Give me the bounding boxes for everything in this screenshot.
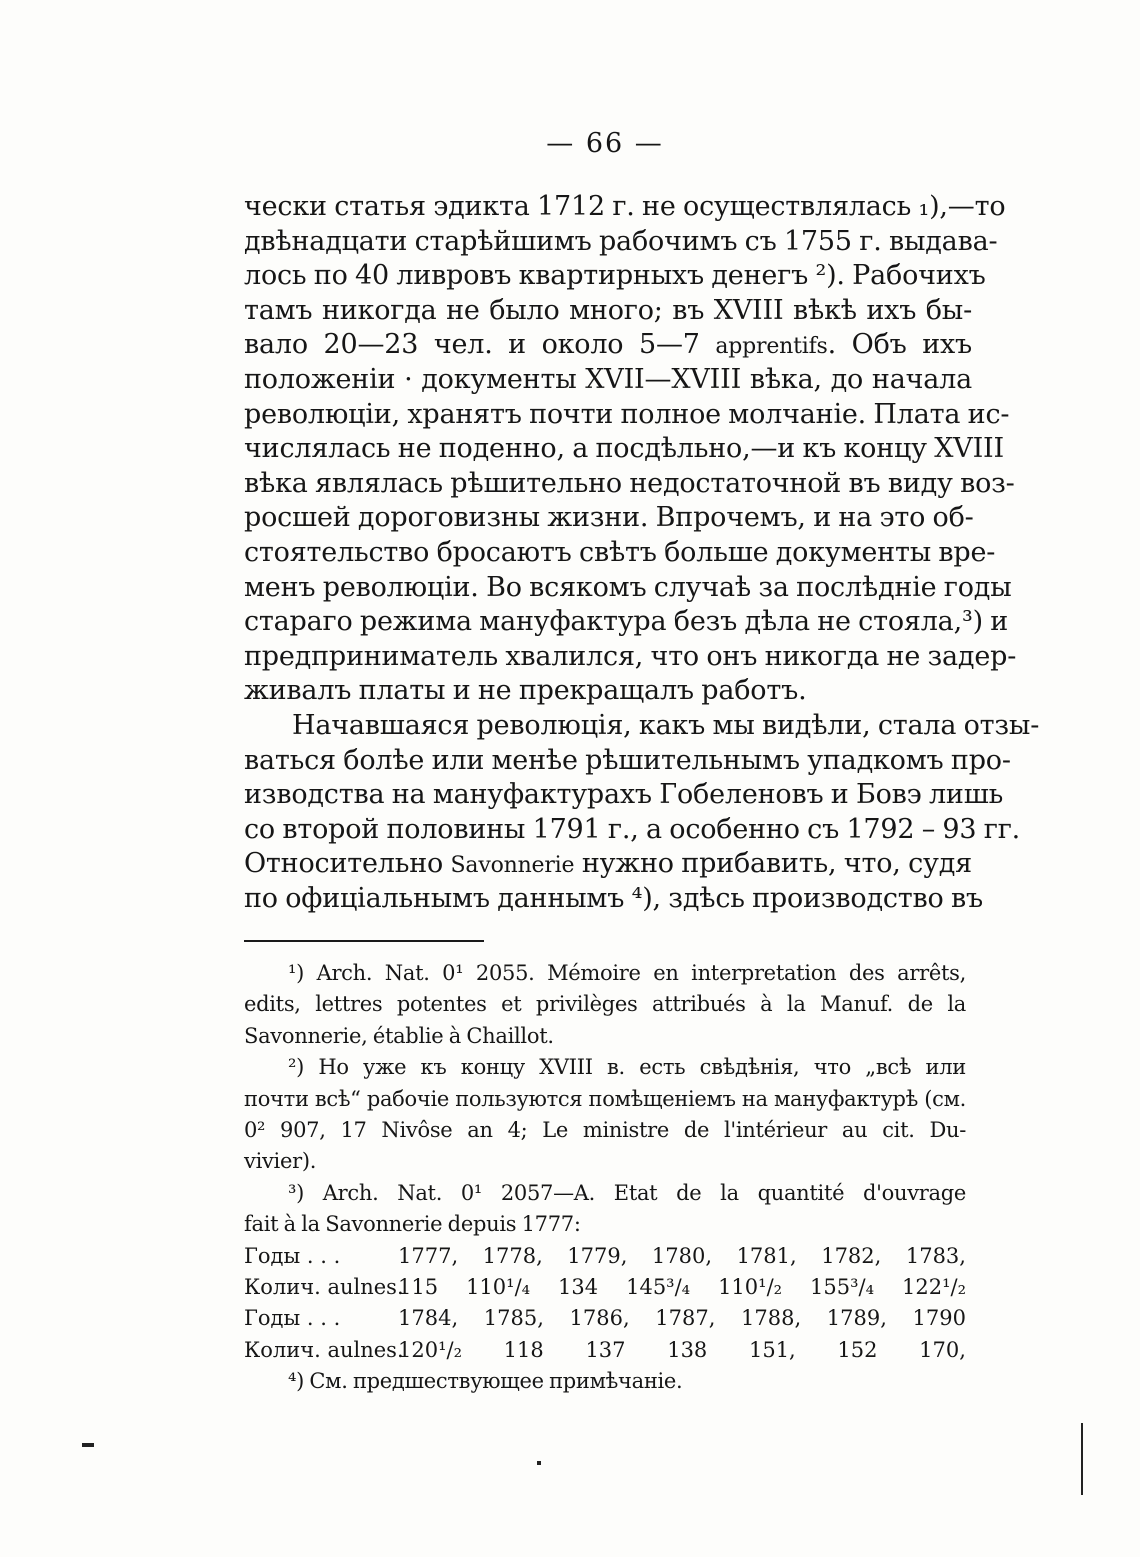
table-cell: 1782,: [821, 1243, 882, 1268]
table-row-label: Колич. aulnes.: [244, 1274, 404, 1299]
table-cell: 1786,: [569, 1306, 630, 1331]
table-cell: 170,: [919, 1337, 966, 1362]
text-fragment: вало 20—23 чел. и около 5—7: [244, 329, 700, 361]
table-cell: 1779,: [567, 1243, 628, 1268]
table-cell: 118: [503, 1337, 544, 1362]
table-row-values: [394, 1303, 966, 1334]
table-cell: 137: [585, 1337, 626, 1362]
table-cell: 1785,: [483, 1306, 544, 1331]
text-fragment: Относительно: [244, 848, 444, 880]
table-row-label: Годы . . .: [244, 1243, 341, 1268]
table-cell: 151,: [748, 1337, 796, 1362]
text-line: революціи, хранятъ почти полное молчаніе. Плата ис-: [244, 398, 1010, 430]
footnote-3: ³) Arch. Nat. 0¹ 2057—A. Etat de la quantité d'ouvrage: [288, 1180, 966, 1205]
table-cell: 1777,: [398, 1243, 459, 1268]
text-line: изводства на мануфактурахъ Гобеленовъ и Бовэ лишь: [244, 779, 1004, 811]
table-cell: 138: [667, 1337, 708, 1362]
text-fragment: нужно прибавить, что, судя: [581, 848, 972, 880]
text-line: со второй половины 1791 г., а особенно съ 1792 – 93 гг.: [244, 813, 1021, 845]
text-line: вѣка являлась рѣшительно недостаточной въ виду воз-: [244, 467, 1015, 499]
table-cell: 120¹/₂: [398, 1337, 462, 1362]
table-row-values: [394, 1272, 966, 1303]
scan-speck: [537, 1461, 541, 1465]
table-cell: 1787,: [655, 1306, 716, 1331]
body-text: [244, 190, 1040, 916]
text-line: [244, 328, 972, 363]
table-cell: 122¹/₂: [902, 1274, 966, 1299]
footnotes: [244, 958, 966, 1397]
table-row: [244, 1335, 966, 1366]
text-line: стоятельство бросаютъ свѣтъ больше документы вре-: [244, 536, 996, 568]
table-cell: 110¹/₄: [466, 1274, 531, 1299]
footnote-line: почти всѣ“ рабочіе пользуются помѣщеніемъ на мануфактурѣ (см.: [244, 1086, 966, 1111]
table-row-values: [394, 1335, 966, 1366]
footnote-line: fait à la Savonnerie depuis 1777:: [244, 1212, 581, 1237]
table-row: [244, 1272, 966, 1303]
text-line: предприниматель хвалился, что онъ никогда не задер-: [244, 640, 1017, 672]
text-line: двѣнадцати старѣйшимъ рабочимъ съ 1755 г. выдава-: [244, 225, 998, 257]
footnote-4: ⁴) См. предшествующее примѣчаніе.: [288, 1369, 683, 1394]
table-cell: 134: [558, 1274, 599, 1299]
table-cell: 1788,: [741, 1306, 802, 1331]
text-line: менъ революціи. Во всякомъ случаѣ за послѣдніе годы: [244, 571, 1012, 603]
footnote-2: ²) Но уже къ концу XVIII в. есть свѣдѣнія, что „всѣ или: [288, 1055, 966, 1080]
scan-speck: [82, 1443, 94, 1447]
footnote-line: 0² 907, 17 Nivôse an 4; Le ministre de l'intérieur au cit. Du-: [244, 1117, 966, 1142]
scan-line: [1081, 1423, 1083, 1495]
foreign-word: Savonnerie: [450, 853, 575, 879]
foreign-word: apprentifs: [715, 334, 828, 360]
table-cell: 1781,: [736, 1243, 797, 1268]
table-cell: 145³/₄: [626, 1274, 691, 1299]
text-line: [244, 847, 972, 882]
table-row: [244, 1303, 966, 1334]
footnote-line: edits, lettres potentes et privilèges attribués à la Manuf. de la: [244, 992, 966, 1017]
table-cell: 1790: [912, 1306, 966, 1331]
text-line: числялась не поденно, а посдѣльно,—и къ концу XVIII: [244, 433, 1004, 465]
table-row-label: Колич. aulnes.: [244, 1337, 404, 1362]
table-cell: 110¹/₂: [718, 1274, 783, 1299]
footnote-divider: [244, 940, 484, 942]
text-line: Начавшаяся революція, какъ мы видѣли, стала отзы-: [292, 709, 1040, 741]
table-cell: 152: [837, 1337, 878, 1362]
text-line: положеніи · документы XVII—XVIII вѣка, до начала: [244, 363, 972, 395]
table-cell: 1784,: [398, 1306, 459, 1331]
text-line: тамъ никогда не было много; въ XVIII вѣкѣ ихъ бы-: [244, 294, 972, 326]
table-row-label: Годы . . .: [244, 1306, 341, 1331]
page-number: — 66 —: [546, 128, 664, 159]
table-cell: 115: [398, 1274, 439, 1299]
table-cell: 1783,: [905, 1243, 966, 1268]
text-line: чески статья эдикта 1712 г. не осуществлялась ₁),—то: [244, 191, 1006, 222]
text-line: по офиціальнымъ даннымъ ⁴), здѣсь производство въ: [244, 882, 983, 914]
text-fragment: . Объ ихъ: [827, 329, 973, 361]
table-row: [244, 1241, 966, 1272]
footnote-line: vivier).: [244, 1149, 317, 1174]
text-line: стараго режима мануфактура безъ дѣла не стояла,³) и: [244, 606, 1009, 638]
text-line: живалъ платы и не прекращалъ работъ.: [244, 675, 807, 707]
footnote-1: ¹) Arch. Nat. 0¹ 2055. Mémoire en interpretation des arrêts,: [288, 961, 966, 985]
production-table: [244, 1241, 966, 1367]
table-row-values: [394, 1241, 966, 1272]
table-cell: 1780,: [651, 1243, 713, 1268]
table-cell: 1778,: [482, 1243, 543, 1268]
table-cell: 155³/₄: [810, 1274, 875, 1299]
text-line: ваться болѣе или менѣе рѣшительнымъ упадкомъ про-: [244, 744, 1011, 776]
table-cell: 1789,: [826, 1306, 887, 1331]
footnote-line: Savonnerie, établie à Chaillot.: [244, 1023, 554, 1048]
text-line: росшей дороговизны жизни. Впрочемъ, и на это об-: [244, 502, 974, 534]
text-line: лось по 40 ливровъ квартирныхъ денегъ ²). Рабочихъ: [244, 260, 986, 292]
